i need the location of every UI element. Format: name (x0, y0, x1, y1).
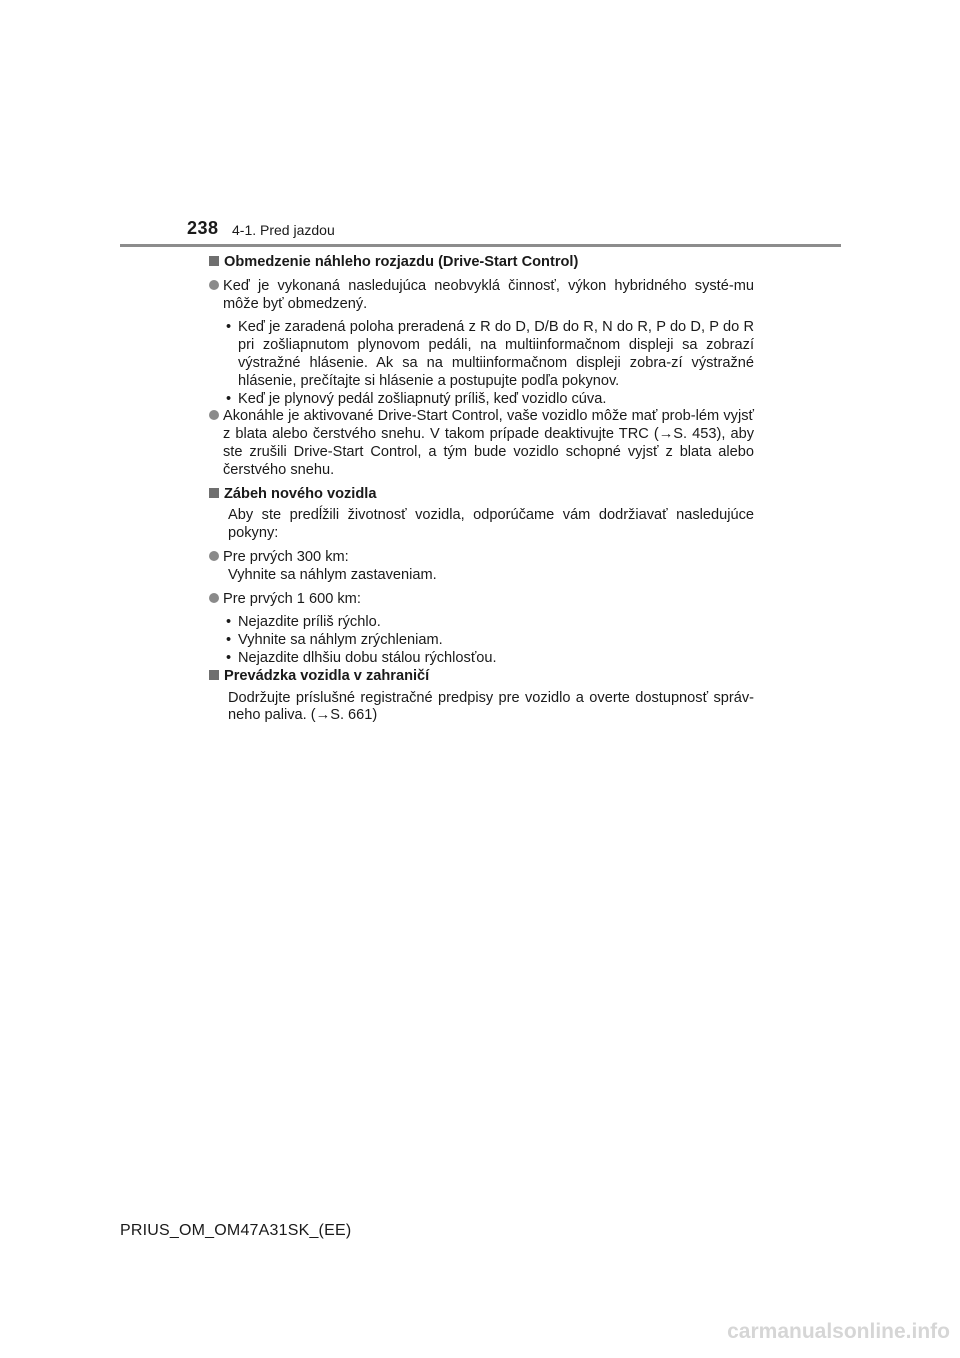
bullet-text: Akonáhle je aktivované Drive-Start Control, vaše vozidlo môže mať prob-lém vyjsť z blata alebo čerstvého snehu. V takom prípade deaktivujte TRC (→S. 453), aby ste zrušili Drive-Start Control, a tým bude vozidlo schopné vyjsť z blata alebo čerstvého snehu. (223, 408, 754, 478)
square-marker-icon (209, 256, 219, 266)
sub-list-item (226, 391, 754, 409)
sub-list-item (226, 650, 754, 668)
bullet-item (209, 549, 754, 567)
middle-dot-icon: • (226, 390, 232, 407)
circle-bullet-icon (209, 280, 219, 290)
section-intro: Aby ste predĺžili životnosť vozidla, odporúčame vám dodržiavať nasledujúce pokyny: (228, 507, 754, 542)
circle-bullet-icon (209, 410, 219, 420)
page-number: 238 (187, 218, 219, 238)
bullet-item (209, 408, 754, 479)
sub-list-item (226, 632, 754, 650)
sub-list (209, 614, 754, 667)
bullet-text: Keď je vykonaná nasledujúca neobvyklá činnosť, výkon hybridného systé-mu môže byť obmedzený. (223, 277, 754, 312)
sub-item-text: Nejazdite príliš rýchlo. (238, 614, 381, 631)
sub-item-text: Keď je plynový pedál zošliapnutý príliš, keď vozidlo cúva. (238, 390, 607, 407)
square-marker-icon (209, 670, 219, 680)
bullet-text: Pre prvých 300 km: (223, 548, 349, 565)
sub-item-text: Keď je zaradená poloha preradená z R do D, D/B do R, N do R, P do D, P do R pri zošliapnutom plynovom pedáli, na multiinformačnom displeji sa zobrazí výstražné hlásenie. Ak sa na multiinformačnom displeji zobra-zí výstražné hlásenie, prečítajte si hlásenie a postupujte podľa pokynov. (238, 319, 754, 389)
section-title: 4-1. Pred jazdou (232, 222, 335, 238)
document-code: PRIUS_OM_OM47A31SK_(EE) (120, 1222, 352, 1239)
section-heading-text: Prevádzka vozidla v zahraničí (224, 667, 430, 684)
sub-list (209, 319, 754, 408)
middle-dot-icon: • (226, 649, 232, 666)
sub-list-item (226, 319, 754, 390)
section-heading-text: Obmedzenie náhleho rozjazdu (Drive-Start Control) (224, 254, 579, 270)
bullet-text: Pre prvých 1 600 km: (223, 590, 361, 607)
section-intro: Dodržujte príslušné registračné predpisy pre vozidlo a overte dostupnosť správ-neho paliva. (→S. 661) (228, 689, 754, 724)
middle-dot-icon: • (226, 632, 232, 649)
sub-list-item (226, 614, 754, 632)
bullet-continuation: Vyhnite sa náhlym zastaveniam. (228, 566, 437, 583)
page-header (0, 0, 960, 250)
section-heading-break-in (209, 486, 754, 504)
section-heading-abroad (209, 668, 754, 686)
circle-bullet-icon (209, 593, 219, 603)
section-heading-drive-start-control (209, 254, 754, 272)
sub-item-text: Vyhnite sa náhlym zrýchleniam. (238, 632, 443, 649)
bullet-item (209, 278, 754, 314)
circle-bullet-icon (209, 551, 219, 561)
header-divider (120, 244, 841, 247)
page-content (209, 254, 754, 725)
section-heading-text: Zábeh nového vozidla (224, 485, 377, 502)
watermark: carmanualsonline.info (727, 1320, 950, 1343)
middle-dot-icon: • (226, 614, 232, 631)
bullet-item (209, 591, 754, 609)
middle-dot-icon: • (226, 319, 232, 336)
square-marker-icon (209, 488, 219, 498)
sub-item-text: Nejazdite dlhšiu dobu stálou rýchlosťou. (238, 649, 497, 666)
